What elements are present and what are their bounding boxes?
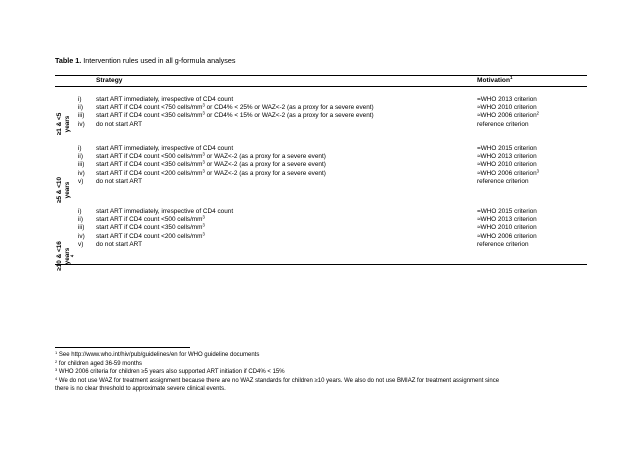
footnote-3: $^3$ WHO 2006 criteria for children ≥5 years also supported ART initiation if CD4% < 15% xyxy=(55,367,285,376)
rule-strategy: start ART if CD4 count <200 cells/$mm^3$ or WAZ<-2 (as a proxy for a severe event) xyxy=(96,168,326,177)
rule-number: ii) xyxy=(78,216,83,224)
rule-strategy: start ART if CD4 count <750 cells/$mm^3$ or CD4% < 25% or WAZ<-2 (as a proxy for a severe event) xyxy=(96,102,374,112)
rule-number: iii) xyxy=(78,161,85,169)
rule-strategy: start ART immediately, irrespective of CD4 count xyxy=(96,96,234,103)
rule-number: iii) xyxy=(78,112,85,120)
rule-number: ii) xyxy=(78,153,83,161)
footnote-separator xyxy=(55,347,190,348)
rule-motivation: ≈WHO 2006 criterion$^2$ xyxy=(477,110,539,120)
rule-motivation: reference criterion xyxy=(477,240,529,248)
rule-motivation: =WHO 2015 criterion xyxy=(477,145,537,152)
rule-number: i) xyxy=(78,208,82,215)
rule-number: iii) xyxy=(78,224,85,232)
table-top-rule xyxy=(55,75,587,76)
rule-motivation: ≈WHO 2010 criterion xyxy=(477,161,537,169)
rule-number: iv) xyxy=(78,232,85,240)
rule-motivation: reference criterion xyxy=(477,177,529,185)
rule-number: ii) xyxy=(78,104,83,112)
rule-motivation: ≈WHO 2013 criterion xyxy=(477,153,537,161)
rule-motivation: ≈WHO 2013 criterion xyxy=(477,216,537,224)
rule-number: i) xyxy=(78,145,82,152)
rule-number: v) xyxy=(78,177,84,185)
header-motivation: Motivation$^1$ xyxy=(477,75,513,84)
age-label-3: ≥10 & <16 years $^4$ xyxy=(56,241,75,271)
rule-motivation: ≈WHO 2010 criterion xyxy=(477,104,537,112)
rule-strategy: start ART if CD4 count <350 cells/$mm^3$ or WAZ<-2 (as a proxy for a severe event) xyxy=(96,159,326,169)
table-caption-text: Intervention rules used in all g-formula analyses xyxy=(81,56,236,65)
age-label-1: ≥1 & <5 years xyxy=(56,112,71,136)
table-bottom-rule xyxy=(55,264,587,265)
rule-strategy: do not start ART xyxy=(96,120,143,128)
rule-motivation: =WHO 2015 criterion xyxy=(477,208,537,215)
rule-motivation: ≈WHO 2006 criterion xyxy=(477,232,537,240)
header-strategy: Strategy xyxy=(96,77,123,84)
table-caption xyxy=(55,56,235,65)
rule-number: v) xyxy=(78,240,84,248)
rule-strategy: start ART if CD4 count <500 cells/$mm^3$ or WAZ<-2 (as a proxy for a severe event) xyxy=(96,151,326,161)
rule-strategy: start ART if CD4 count <500 cells/$mm^3$ xyxy=(96,214,205,224)
rule-strategy: start ART immediately, irrespective of CD4 count xyxy=(96,208,234,215)
rule-motivation: ≈WHO 2006 criterion$^3$ xyxy=(477,168,539,177)
footnote-2: $^2$ for children aged 36-59 months xyxy=(55,358,142,367)
rule-number: iv) xyxy=(78,120,85,128)
rule-strategy: start ART if CD4 count <200 cells/$mm^3$ xyxy=(96,231,205,240)
rule-strategy: start ART if CD4 count <350 cells/$mm^3$ or CD4% < 15% or WAZ<-2 (as a proxy for a severe event) xyxy=(96,110,374,120)
rule-motivation: =WHO 2013 criterion xyxy=(477,96,537,103)
rule-number: iv) xyxy=(78,169,85,177)
rule-motivation: ≈WHO 2010 criterion xyxy=(477,224,537,232)
rule-strategy: do not start ART xyxy=(96,240,143,248)
table-label: Table 1. xyxy=(55,56,82,65)
table-header-rule xyxy=(55,86,587,87)
rule-number: i) xyxy=(78,96,82,103)
footnote-4: $^4$ We do not use WAZ for treatment assignment because there are no WAZ standards for children ≥10 years. We also do not use BMIAZ for treatment assignment since xyxy=(55,375,500,384)
footnote-1: $^1$ See http://www.who.int/hiv/pub/guidelines/en for WHO guideline documents xyxy=(55,350,260,358)
rule-strategy: start ART immediately, irrespective of CD4 count xyxy=(96,145,234,152)
footnote-5: there is no clear threshold to approximate severe clinical events. xyxy=(55,386,226,393)
age-label-2: ≥5 & <10 years xyxy=(56,176,71,204)
rule-strategy: do not start ART xyxy=(96,177,143,185)
rule-strategy: start ART if CD4 count <350 cells/$mm^3$ xyxy=(96,222,205,232)
rule-motivation: reference criterion xyxy=(477,120,529,128)
